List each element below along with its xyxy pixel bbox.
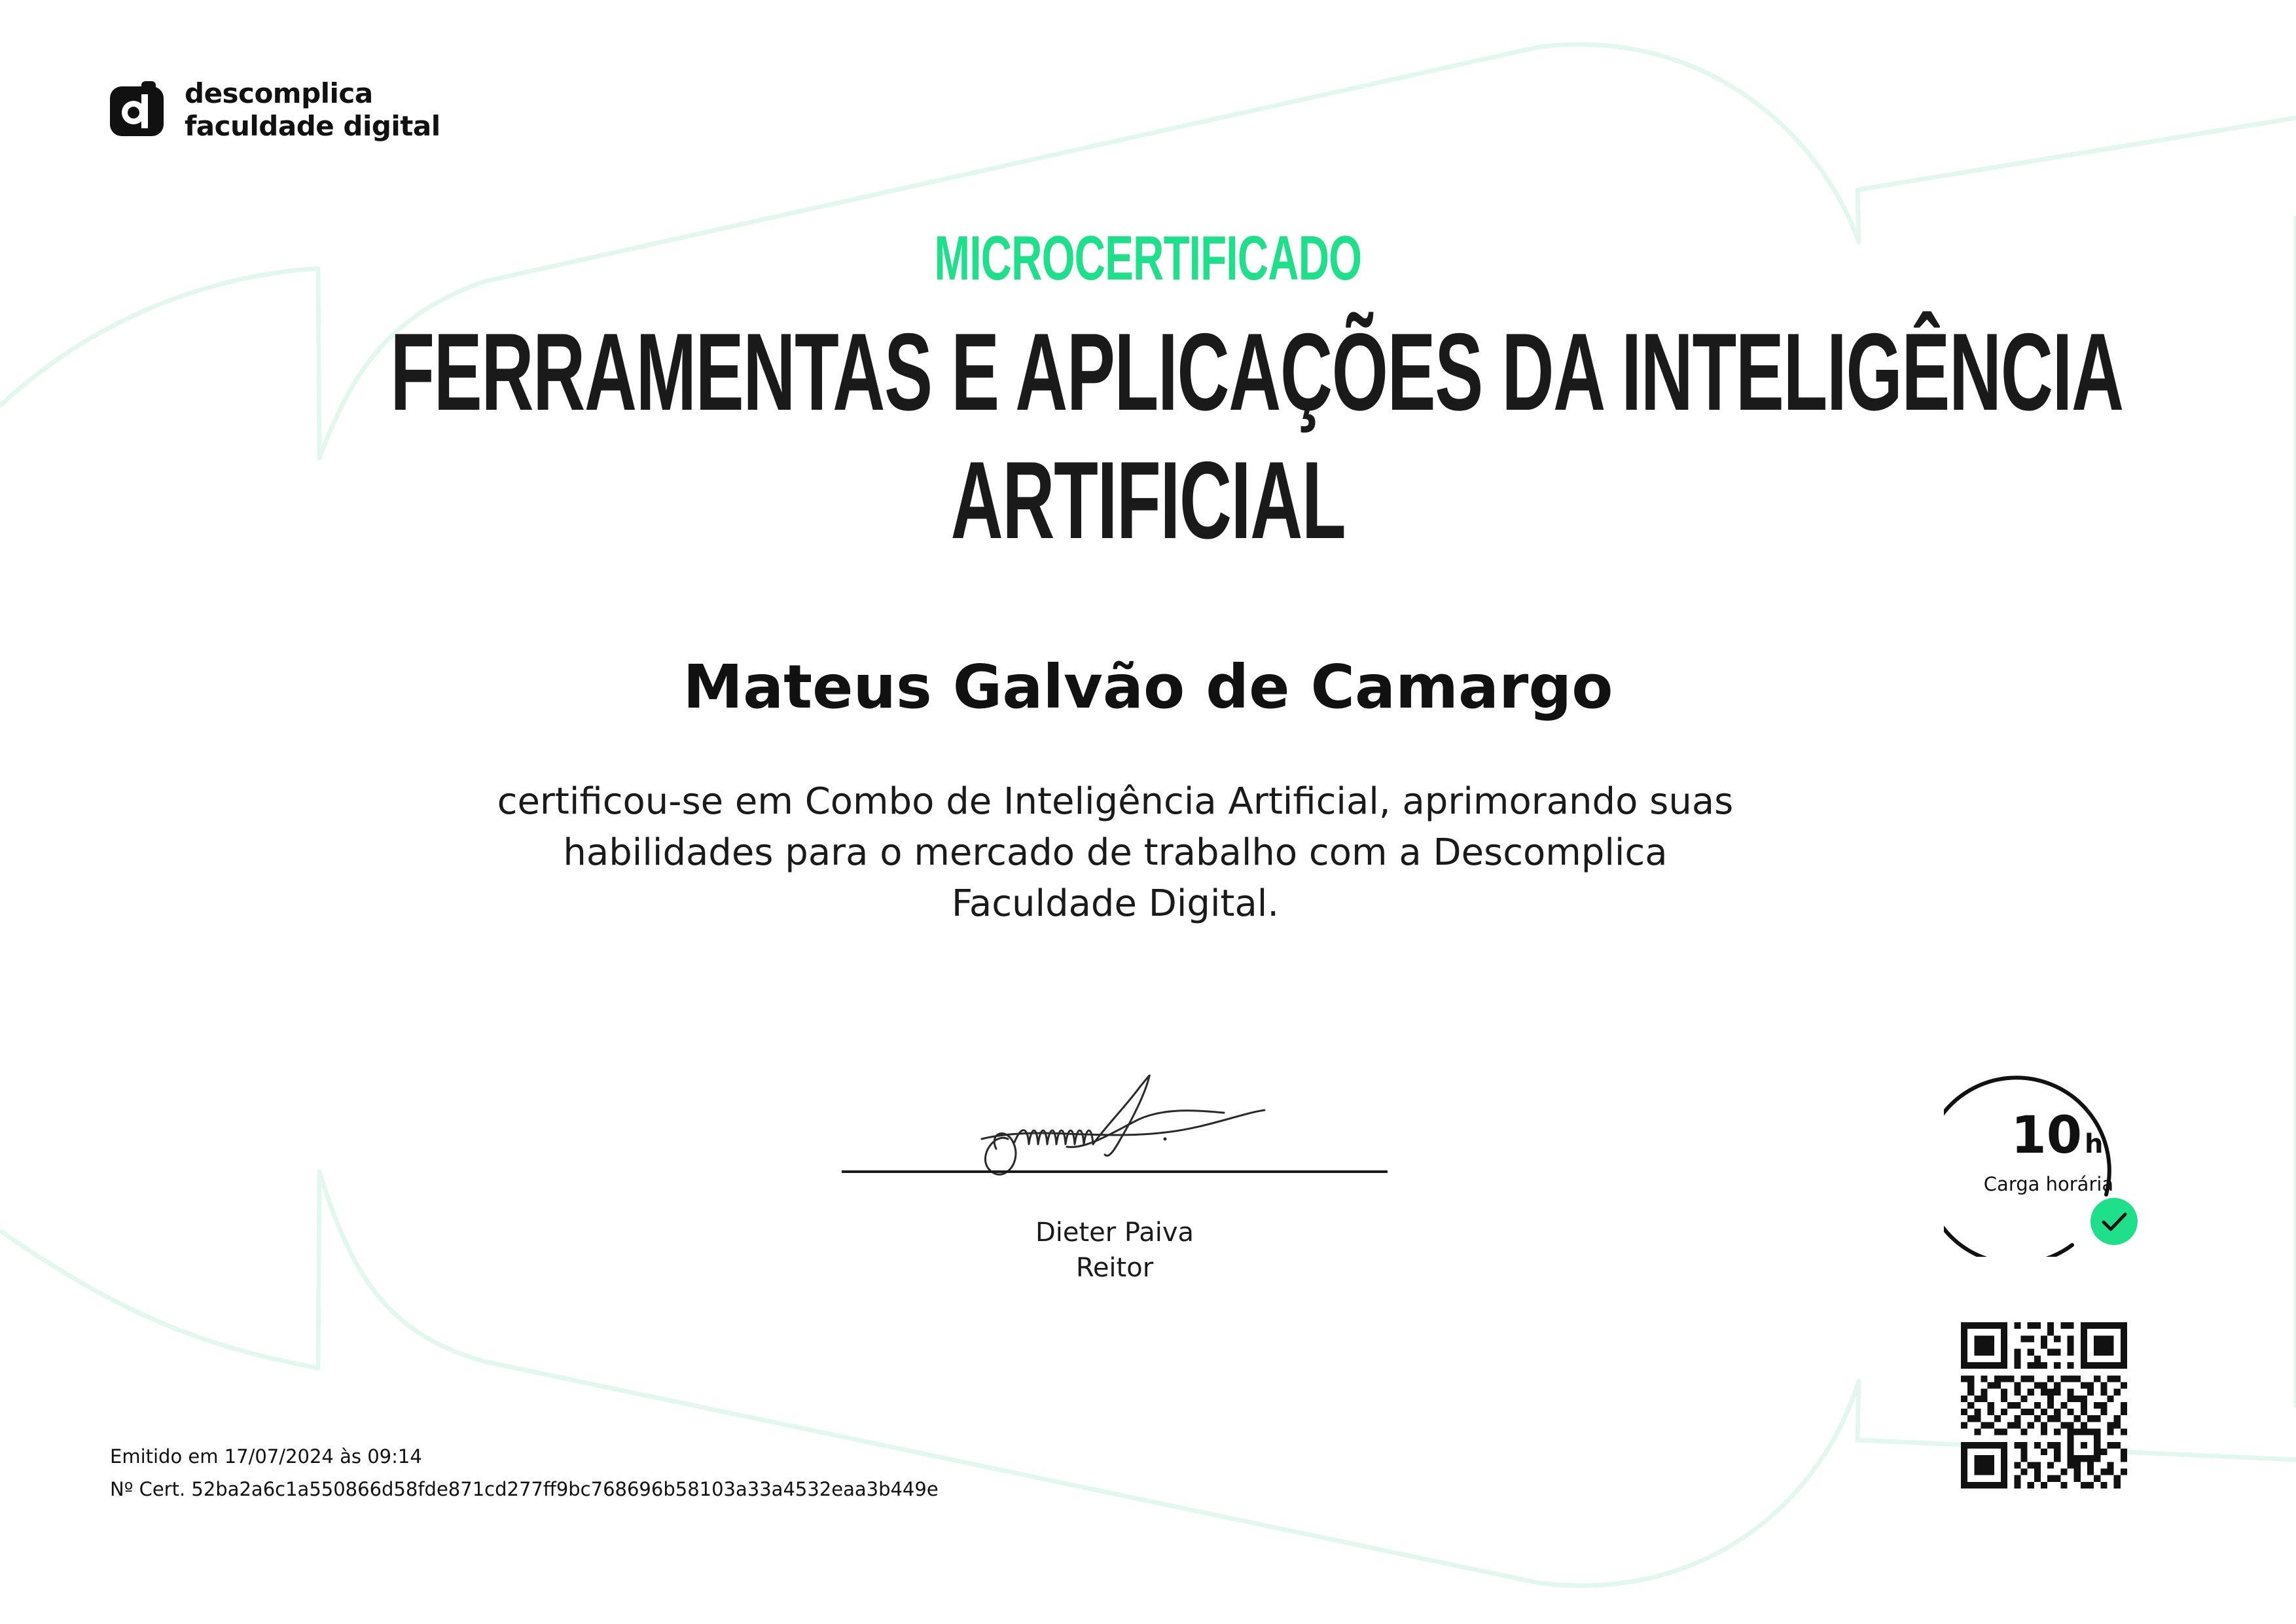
certificate-kicker: MICROCERTIFICADO: [934, 223, 1362, 293]
workload-label: Carga horária: [1983, 1173, 2114, 1195]
brand-logo: [107, 77, 440, 143]
certificate-description: [458, 776, 1772, 929]
workload-number: 10: [2011, 1106, 2083, 1165]
certificate-meta: [110, 1440, 939, 1506]
signatory-role: Reitor: [1075, 1253, 1154, 1283]
description-line-1: certificou-se em Combo de Inteligência Artificial, aprimorando suas: [497, 780, 1734, 823]
signatory-name: Dieter Paiva: [1035, 1218, 1194, 1248]
recipient-name: Mateus Galvão de Camargo: [683, 652, 1613, 722]
description-line-3: Faculdade Digital.: [951, 882, 1280, 925]
certificate-title: [390, 308, 2123, 564]
workload-unit: h: [2085, 1129, 2104, 1159]
signature-image: [969, 1034, 1283, 1191]
certificate-number: Nº Cert. 52ba2a6c1a550866d58fde871cd277ff9bc768696b58103a33a4532eaa3b449e: [110, 1478, 939, 1500]
signature-line: [842, 1170, 1388, 1173]
description-line-2: habilidades para o mercado de trabalho com a Descomplica: [563, 831, 1668, 874]
logo-mark-icon: [107, 80, 166, 140]
title-line-1: FERRAMENTAS E APLICAÇÕES DA INTELIGÊNCIA: [390, 310, 2123, 433]
issued-date: Emitido em 17/07/2024 às 09:14: [110, 1445, 422, 1468]
qr-code-icon[interactable]: [1961, 1322, 2127, 1489]
check-icon: [2089, 1197, 2139, 1246]
title-line-2: ARTIFICIAL: [950, 439, 1346, 562]
signatory-block: [842, 1215, 1388, 1286]
brand-line-2: faculdade digital: [185, 110, 440, 142]
workload-badge: [1944, 1054, 2147, 1257]
brand-line-1: descomplica: [185, 77, 373, 109]
workload-value: [1944, 1106, 2147, 1165]
